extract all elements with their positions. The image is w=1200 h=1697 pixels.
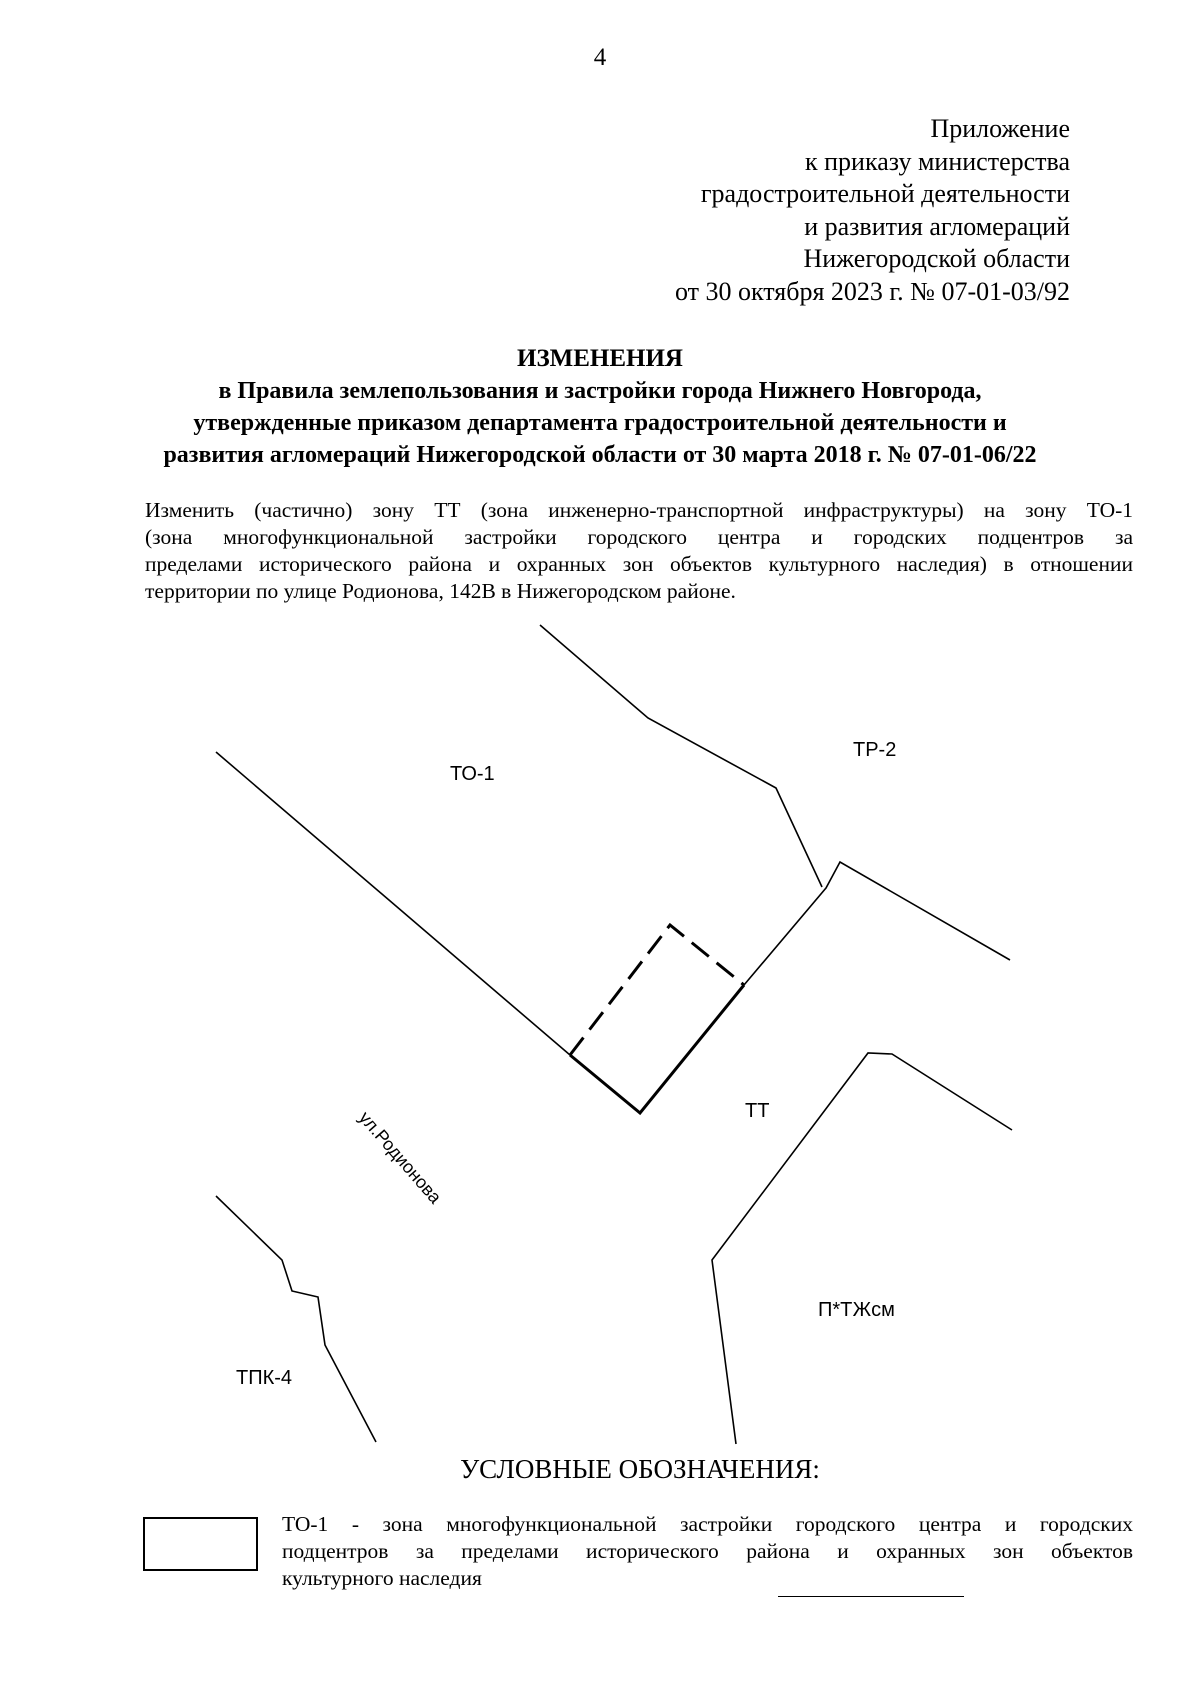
description-line: (зона многофункциональной застройки городского центра и городских подцентров за (145, 525, 1133, 549)
legend-swatch (143, 1517, 258, 1571)
appendix-line: к приказу министерства (805, 146, 1070, 176)
end-rule (778, 1596, 964, 1597)
appendix-line: Нижегородской области (803, 244, 1070, 273)
boundary-tr2-tt (744, 862, 1010, 985)
appendix-line: Приложение (930, 114, 1070, 143)
zone-label-tpk4: ТПК-4 (236, 1367, 293, 1389)
title-line: в Правила землепользования и застройки города Нижнего Новгорода, (218, 378, 982, 404)
legend-line: ТО-1 - зона многофункциональной застройки городского центра и городских (282, 1512, 1133, 1536)
zone-label-ptzhsm: П*ТЖсм (818, 1299, 895, 1321)
appendix-header (675, 113, 1070, 308)
zoning-map (0, 600, 1200, 1460)
page-number: 4 (593, 44, 607, 71)
street-label: ул.Родионова (354, 1107, 446, 1208)
zone-label-tr2: ТР-2 (853, 739, 897, 761)
description-line: территории по улице Родионова, 142В в Нижегородском районе. (145, 579, 736, 603)
zone-label-to1: ТО-1 (450, 763, 495, 785)
zone-label-tt: ТТ (745, 1100, 770, 1122)
appendix-line: и развития агломераций (804, 211, 1070, 241)
document-title (0, 343, 1200, 471)
boundary-to1-tr2 (540, 625, 822, 887)
boundary-tpk4 (216, 1196, 376, 1442)
title-main: ИЗМЕНЕНИЯ (517, 345, 683, 372)
legend-title: УСЛОВНЫЕ ОБОЗНАЧЕНИЯ: (460, 1454, 820, 1484)
description-line: пределами исторического района и охранных зон объектов культурного наследия) в отношении (145, 552, 1133, 576)
change-area-solid-edge (570, 985, 744, 1113)
description-line: Изменить (частично) зону ТТ (зона инженерно-транспортной инфраструктуры) на зону ТО-1 (145, 498, 1133, 522)
change-area-dashed-edge (570, 925, 744, 1055)
legend-description (282, 1511, 1133, 1592)
boundary-to1-street (216, 752, 570, 1055)
legend-line: культурного наследия (282, 1566, 482, 1590)
legend-line: подцентров за пределами исторического района и охранных зон объектов (282, 1539, 1133, 1563)
title-line: утвержденные приказом департамента градостроительной деятельности и (193, 410, 1007, 436)
appendix-line: от 30 октября 2023 г. № 07-01-03/92 (674, 276, 1070, 306)
appendix-line: градостроительной деятельности (700, 179, 1070, 208)
title-line: развития агломераций Нижегородской области от 30 марта 2018 г. № 07-01-06/22 (163, 442, 1037, 468)
change-description (145, 497, 1133, 605)
